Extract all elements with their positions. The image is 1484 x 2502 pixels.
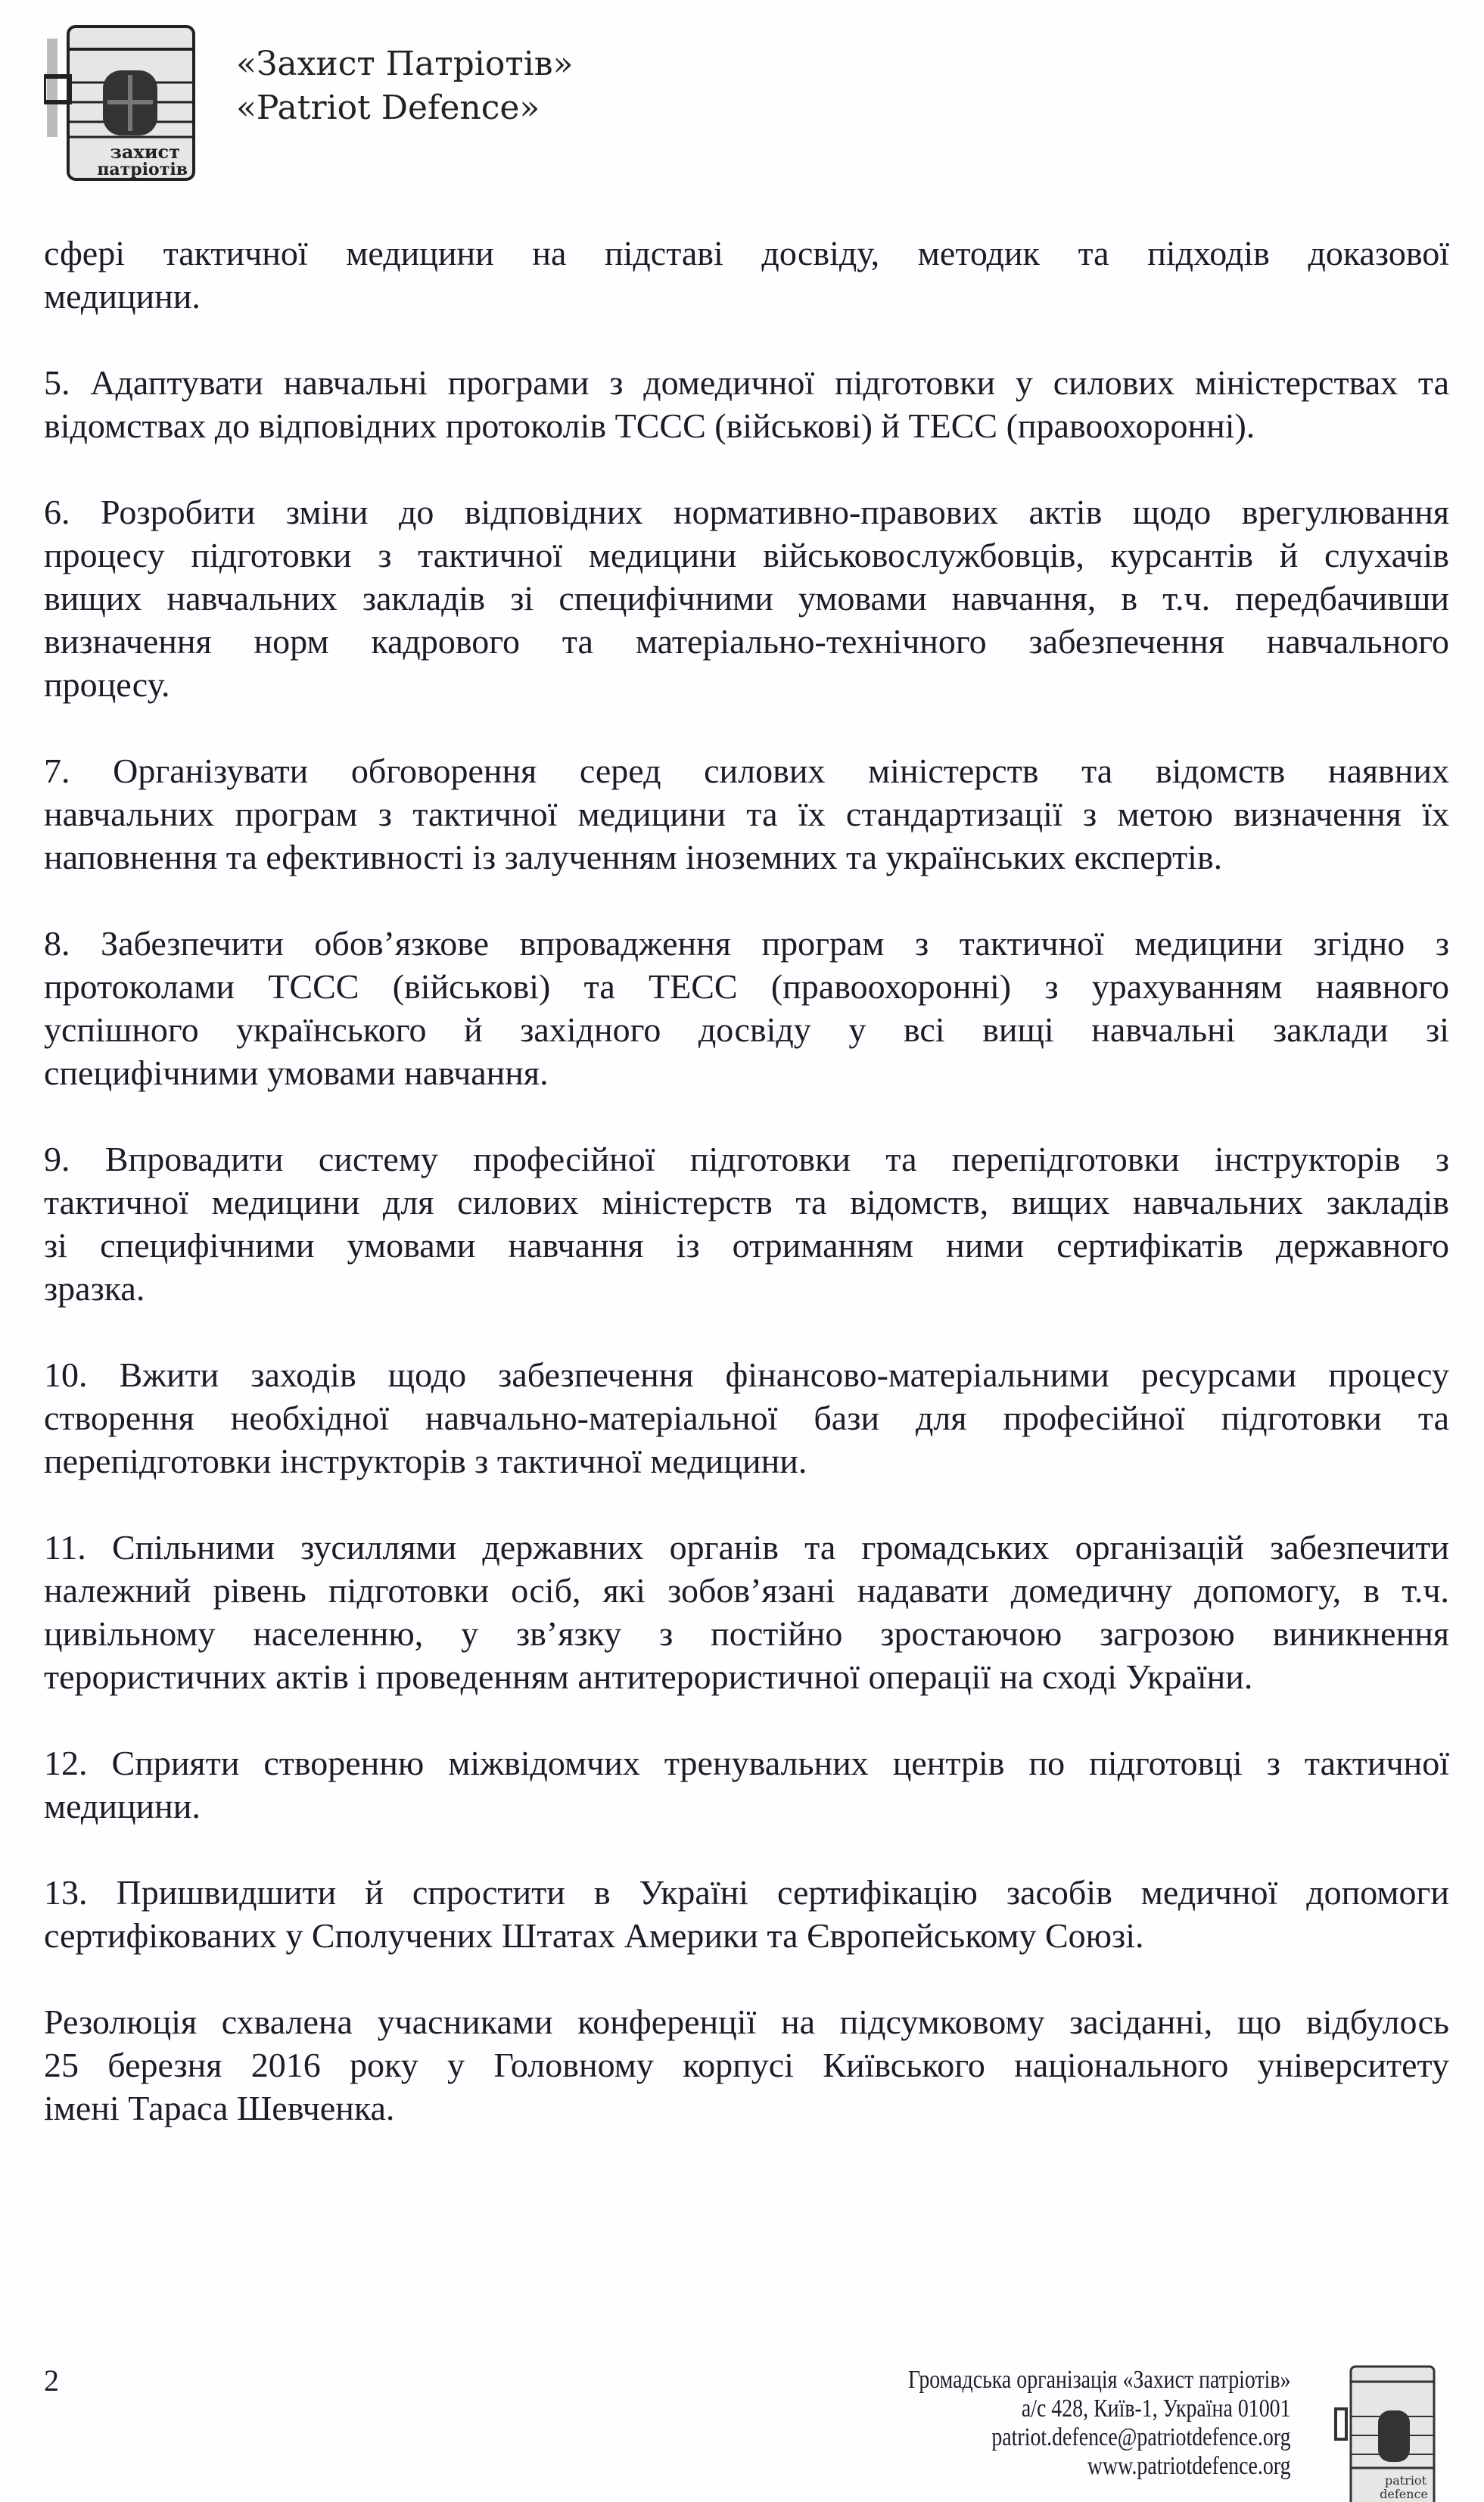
- paragraph: [44, 922, 1449, 1094]
- text-line: 12. Сприяти створенню міжвідомчих тренувальних центрів по підготовці з тактичної: [44, 1744, 1449, 1782]
- text-line: 13. Пришвидшити й спростити в Україні сертифікацію засобів медичної допомоги: [44, 1873, 1449, 1912]
- text-line: протоколами ТССС (військові) та ТЕСС (правоохоронні) з урахуванням наявного: [44, 967, 1449, 1006]
- text-line: 11. Спільними зусиллями державних органів та громадських організацій забезпечити: [44, 1528, 1449, 1567]
- footer-website: www.patriotdefence.org: [1087, 2452, 1291, 2480]
- text-line: успішного українського й західного досвіду у всі вищі навчальні заклади зі: [44, 1010, 1449, 1049]
- text-line: терористичних актів і проведенням антитерористичної операції на сході України.: [44, 1657, 1253, 1696]
- paragraph: [44, 1137, 1449, 1310]
- logo-text: патріотів: [97, 160, 188, 179]
- text-line: 9. Впровадити систему професійної підготовки та перепідготовки інструкторів з: [44, 1140, 1449, 1178]
- title-ukrainian: «Захист Патріотів»: [236, 45, 574, 83]
- footer-logo-text: defence: [1380, 2487, 1428, 2501]
- text-line: перепідготовки інструкторів з тактичної медицини.: [44, 1442, 807, 1480]
- text-line: специфічними умовами навчання.: [44, 1053, 549, 1092]
- footer-email: patriot.defence@patriotdefence.org: [991, 2423, 1291, 2451]
- paragraph: [44, 490, 1449, 706]
- text-line: Резолюція схвалена учасниками конференції на підсумковому засіданні, що відбулось: [44, 2003, 1449, 2041]
- text-line: 10. Вжити заходів щодо забезпечення фінансово-матеріальними ресурсами процесу: [44, 1355, 1449, 1394]
- footer-contact: [908, 2366, 1291, 2481]
- text-line: належний рівень підготовки осіб, які зобов’язані надавати домедичну допомогу, в т.ч.: [44, 1571, 1449, 1610]
- text-line: створення необхідної навчально-матеріальної бази для професійної підготовки та: [44, 1399, 1449, 1437]
- text-line: наповнення та ефективності із залученням іноземних та українських експертів.: [44, 838, 1223, 876]
- text-line: сфері тактичної медицини на підставі досвіду, методик та підходів доказової: [44, 234, 1449, 272]
- text-line: відомствах до відповідних протоколів ТССС (військові) й ТЕСС (правоохоронні).: [44, 406, 1255, 445]
- footer-address: а/с 428, Київ-1, Україна 01001: [1022, 2395, 1291, 2423]
- paragraph: [44, 749, 1449, 879]
- paragraph: [44, 361, 1449, 447]
- text-line: 8. Забезпечити обов’язкове впровадження програм з тактичної медицини згідно з: [44, 924, 1449, 963]
- paragraph: [44, 232, 1449, 318]
- text-line: 5. Адаптувати навчальні програми з домедичної підготовки у силових міністерствах та: [44, 363, 1449, 402]
- text-line: 6. Розробити зміни до відповідних нормативно-правових актів щодо врегулювання: [44, 493, 1449, 531]
- text-line: медицини.: [44, 277, 201, 316]
- text-line: визначення норм кадрового та матеріально-технічного забезпечення навчального: [44, 622, 1449, 661]
- text-line: 7. Організувати обговорення серед силових міністерств та відомств наявних: [44, 752, 1449, 790]
- paragraph: [44, 2000, 1449, 2130]
- text-line: 25 березня 2016 року у Головному корпусі Київського національного університету: [44, 2046, 1449, 2084]
- text-line: імені Тараса Шевченка.: [44, 2089, 395, 2127]
- footer-org-name: Громадська організація «Захист патріотів»: [908, 2366, 1291, 2394]
- title-english: «Patriot Defence»: [236, 89, 540, 127]
- text-line: сертифікованих у Сполучених Штатах Америки та Європейському Союзі.: [44, 1916, 1144, 1955]
- footer-logo-text: patriot: [1384, 2473, 1426, 2488]
- paragraph: [44, 1353, 1449, 1483]
- text-line: вищих навчальних закладів зі специфічними умовами навчання, в т.ч. передбачивши: [44, 579, 1449, 618]
- paragraph: [44, 1871, 1449, 1957]
- text-line: тактичної медицини для силових міністерств та відомств, вищих навчальних закладів: [44, 1183, 1449, 1221]
- text-line: медицини.: [44, 1787, 201, 1825]
- paragraph: [44, 1741, 1449, 1828]
- logo-text: захист: [110, 141, 180, 163]
- text-line: процесу.: [44, 665, 170, 704]
- organization-logo: [44, 23, 197, 182]
- footer-logo: [1334, 2364, 1436, 2502]
- text-line: зі специфічними умовами навчання із отриманням ними сертифікатів державного: [44, 1226, 1449, 1265]
- text-line: цивільному населенню, у зв’язку з постійно зростаючою загрозою виникнення: [44, 1614, 1449, 1653]
- document-body: [44, 232, 1449, 2173]
- text-line: навчальних програм з тактичної медицини та їх стандартизації з метою визначення їх: [44, 795, 1449, 833]
- paragraph: [44, 1526, 1449, 1698]
- text-line: процесу підготовки з тактичної медицини військовослужбовців, курсантів й слухачів: [44, 536, 1449, 574]
- page-number: 2: [44, 2364, 59, 2398]
- text-line: зразка.: [44, 1269, 145, 1308]
- letterhead-title: [236, 42, 573, 130]
